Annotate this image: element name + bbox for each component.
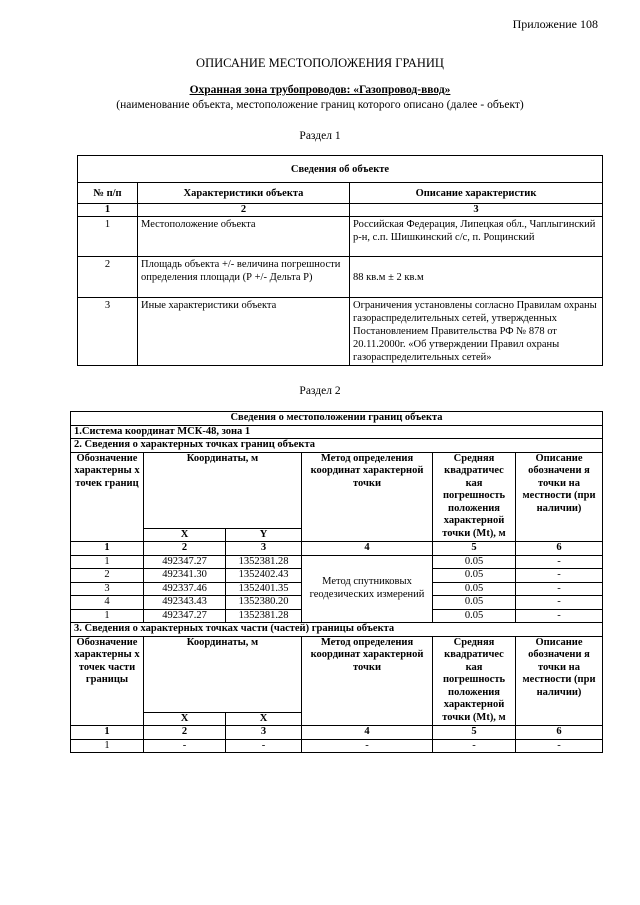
row-number: 1 [78, 217, 138, 257]
point-y: 1352381.28 [226, 555, 302, 569]
y-header: Y [226, 528, 302, 542]
coords-header: Координаты, м [144, 636, 302, 712]
accuracy-header: Средняя квадратичес кая погрешность положения характерной точки (Mt), м [433, 452, 516, 542]
description-header: Описание обозначени я точки на местности (при наличии) [516, 452, 603, 542]
object-info-table [77, 155, 603, 366]
col-index: 3 [350, 204, 603, 217]
appendix-number: Приложение 108 [512, 17, 598, 31]
method-value: Метод спутниковых геодезических измерений [302, 555, 433, 623]
point-description: - [516, 582, 603, 596]
part-point-description: - [516, 739, 603, 753]
row-number: 2 [78, 257, 138, 298]
x-header-second: X [226, 712, 302, 726]
table2-title: Сведения о местоположении границ объекта [71, 412, 603, 426]
point-x: 492347.27 [144, 555, 226, 569]
point-x: 492347.27 [144, 609, 226, 623]
part-point-number: 1 [71, 739, 144, 753]
table-row [71, 739, 603, 753]
col-index: 4 [302, 726, 433, 740]
characteristic-name: Иные характеристики объекта [138, 298, 350, 366]
point-accuracy: 0.05 [433, 596, 516, 610]
point-accuracy: 0.05 [433, 569, 516, 583]
point-number: 1 [71, 555, 144, 569]
col-number-header: № п/п [78, 183, 138, 204]
point-y: 1352401.35 [226, 582, 302, 596]
method-header: Метод определения координат характерной точки [302, 452, 433, 542]
point-y: 1352380.20 [226, 596, 302, 610]
col-index: 3 [226, 542, 302, 556]
table-row [71, 555, 603, 569]
object-name-text: Охранная зона трубопроводов: «Газопровод-ввод» [189, 84, 451, 96]
accuracy-header: Средняя квадратичес кая погрешность положения характерной точки (Mt), м [433, 636, 516, 726]
point-number: 3 [71, 582, 144, 596]
col-index: 2 [144, 542, 226, 556]
col-index: 5 [433, 542, 516, 556]
col-index: 2 [144, 726, 226, 740]
col-index: 6 [516, 542, 603, 556]
point-x: 492343.43 [144, 596, 226, 610]
point-number: 2 [71, 569, 144, 583]
characteristic-name: Площадь объекта +/- величина погрешности определения площади (Р +/- Дельта Р) [138, 257, 350, 298]
point-y: 1352402.43 [226, 569, 302, 583]
col-index: 1 [78, 204, 138, 217]
col-index: 3 [226, 726, 302, 740]
boundary-table [70, 411, 603, 753]
col-index: 1 [71, 726, 144, 740]
col-index: 2 [138, 204, 350, 217]
method-header: Метод определения координат характерной точки [302, 636, 433, 726]
col-index: 4 [302, 542, 433, 556]
part-point-accuracy: - [433, 739, 516, 753]
col-index: 1 [71, 542, 144, 556]
table1-title: Сведения об объекте [78, 156, 603, 183]
points-section-title: 2. Сведения о характерных точках границ объекта [71, 439, 603, 453]
col-characteristics-header: Характеристики объекта [138, 183, 350, 204]
point-x: 492337.46 [144, 582, 226, 596]
section2-label: Раздел 2 [299, 385, 341, 397]
point-description: - [516, 596, 603, 610]
col-index: 6 [516, 726, 603, 740]
row-number: 3 [78, 298, 138, 366]
characteristic-name: Местоположение объекта [138, 217, 350, 257]
col-description-header: Описание характеристик [350, 183, 603, 204]
point-label-header: Обозначение характерны х точек границ [71, 452, 144, 542]
x-header: X [144, 712, 226, 726]
characteristic-value: Российская Федерация, Липецкая обл., Чаплыгинский р-н, с.п. Шишкинский с/с, п. Рощинский [350, 217, 603, 257]
description-header: Описание обозначени я точки на местности (при наличии) [516, 636, 603, 726]
document-title: ОПИСАНИЕ МЕСТОПОЛОЖЕНИЯ ГРАНИЦ [196, 56, 444, 70]
point-x: 492341.30 [144, 569, 226, 583]
point-description: - [516, 555, 603, 569]
point-number: 4 [71, 596, 144, 610]
point-accuracy: 0.05 [433, 582, 516, 596]
point-description: - [516, 569, 603, 583]
part-section-title: 3. Сведения о характерных точках части (частей) границы объекта [71, 623, 603, 637]
characteristic-value: 88 кв.м ± 2 кв.м [350, 257, 603, 298]
characteristic-value: Ограничения установлены согласно Правилам охраны газораспределительных сетей, утвержденных Постановлением Правительства РФ № 878 от 20.11.2000г. «Об утверждении Правил охраны газораспределительных сетей» [350, 298, 603, 366]
object-name [0, 84, 640, 96]
x-header: X [144, 528, 226, 542]
point-accuracy: 0.05 [433, 555, 516, 569]
coords-header: Координаты, м [144, 452, 302, 528]
coord-system: 1.Система координат МСК-48, зона 1 [71, 425, 603, 439]
part-point-method: - [302, 739, 433, 753]
point-description: - [516, 609, 603, 623]
point-y: 1352381.28 [226, 609, 302, 623]
part-point-x: - [144, 739, 226, 753]
point-accuracy: 0.05 [433, 609, 516, 623]
point-number: 1 [71, 609, 144, 623]
part-point-label-header: Обозначение характерны х точек части границы [71, 636, 144, 726]
object-note: (наименование объекта, местоположение границ которого описано (далее - объект) [116, 99, 524, 111]
col-index: 5 [433, 726, 516, 740]
section1-label: Раздел 1 [299, 130, 341, 142]
part-point-y: - [226, 739, 302, 753]
